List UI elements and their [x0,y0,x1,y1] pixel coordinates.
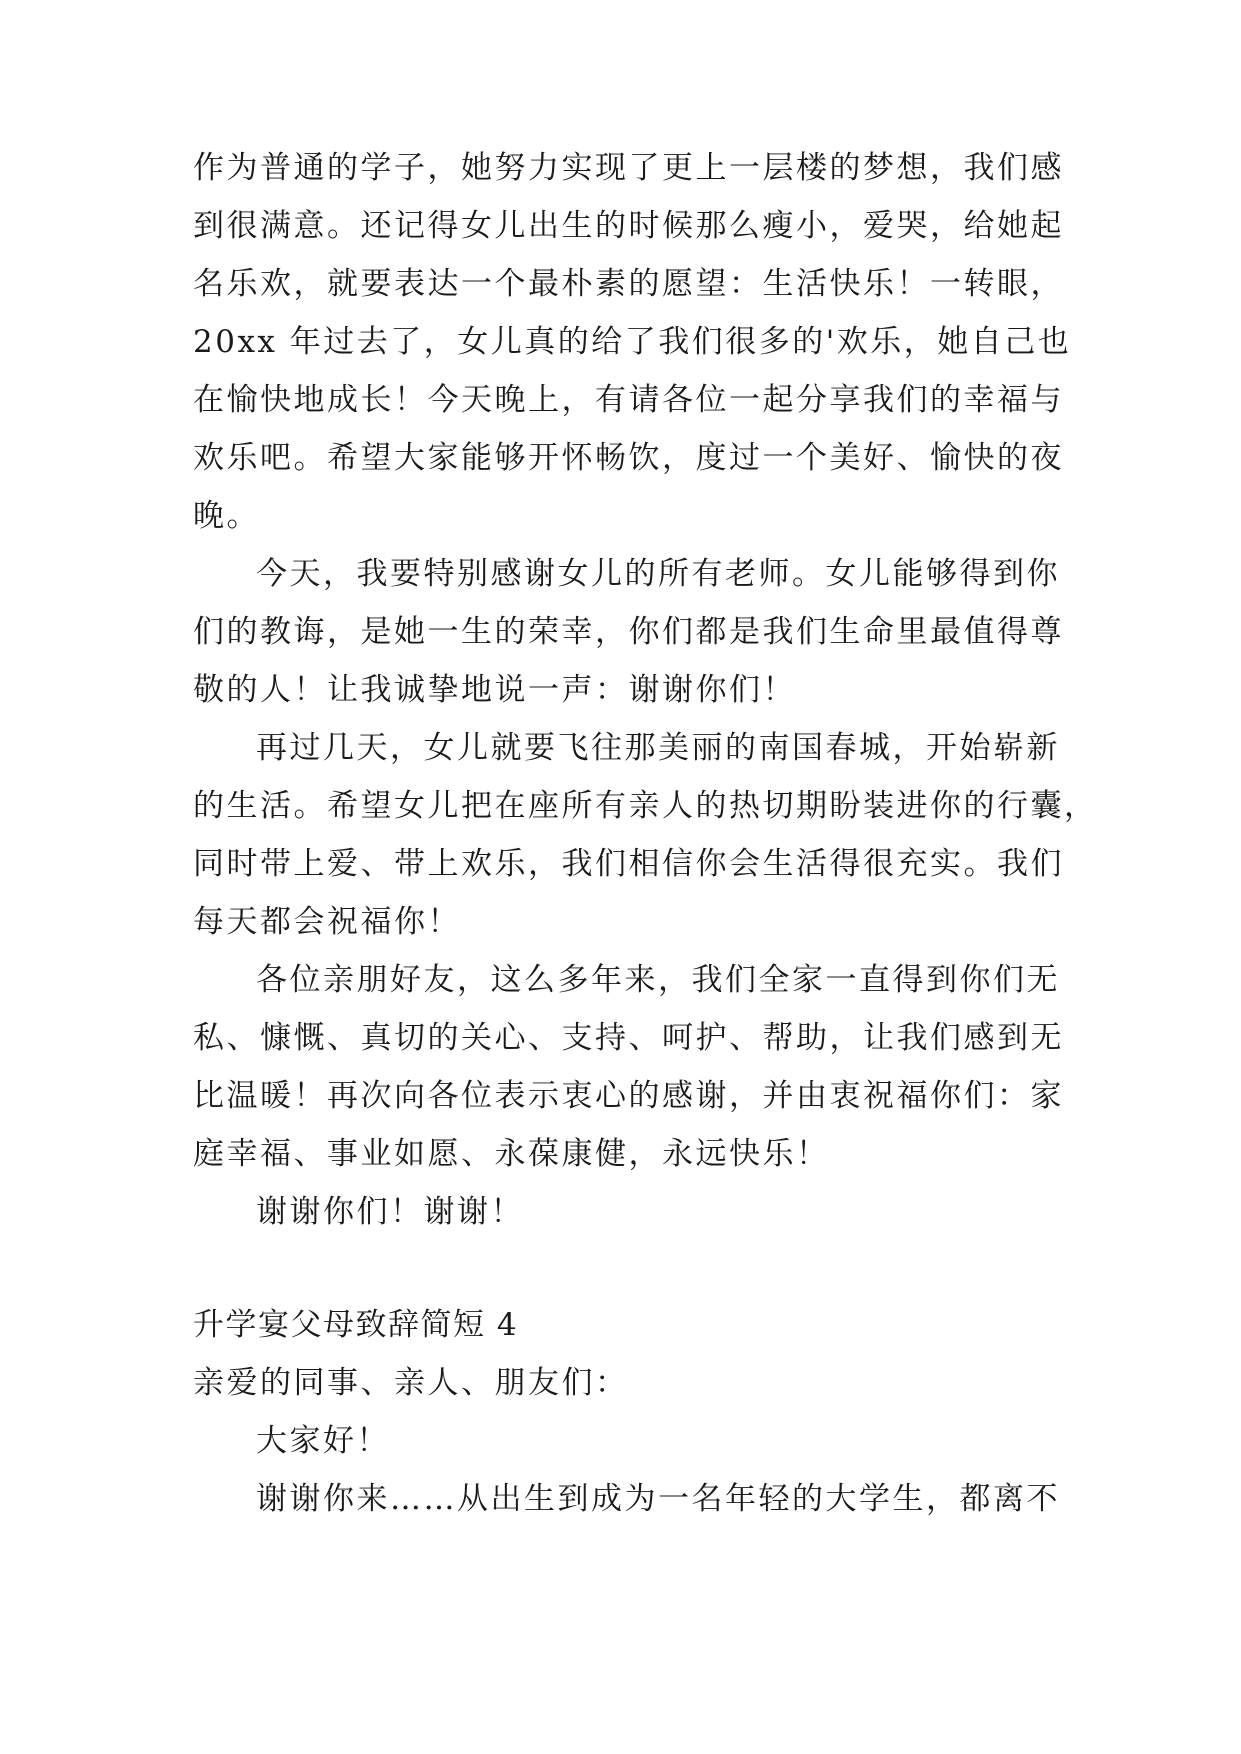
paragraph-line: 在愉快地成长！今天晚上，有请各位一起分享我们的幸福与 [193,382,1064,418]
paragraph-line: 到很满意。还记得女儿出生的时候那么瘦小，爱哭，给她起 [193,208,1064,244]
paragraph-line: 名乐欢，就要表达一个最朴素的愿望：生活快乐！一转眼， [193,266,1064,302]
paragraph-line: 们的教诲，是她一生的荣幸，你们都是我们生命里最值得尊 [193,614,1064,650]
paragraph-line: 同时带上爱、带上欢乐，我们相信你会生活得很充实。我们 [193,846,1064,882]
paragraph-line: 每天都会祝福你！ [193,904,461,940]
paragraph-line: 再过几天，女儿就要飞往那美丽的南国春城，开始崭新 [256,730,1060,766]
greeting: 大家好！ [256,1423,390,1459]
paragraph-line: 作为普通的学子，她努力实现了更上一层楼的梦想，我们感 [193,150,1064,186]
paragraph-line: 敬的人！让我诚挚地说一声：谢谢你们！ [193,672,796,708]
paragraph-line: 私、慷慨、真切的关心、支持、呵护、帮助，让我们感到无 [193,1020,1064,1056]
paragraph-line: 谢谢你们！谢谢！ [256,1194,524,1230]
section-heading: 升学宴父母致辞简短 4 [193,1307,519,1343]
paragraph-line: 今天，我要特别感谢女儿的所有老师。女儿能够得到你 [256,556,1060,592]
paragraph-line: 比温暖！再次向各位表示衷心的感谢，并由衷祝福你们：家 [193,1078,1064,1114]
paragraph-line: 谢谢你来……从出生到成为一名年轻的大学生，都离不 [256,1481,1060,1517]
paragraph-line: 庭幸福、事业如愿、永葆康健，永远快乐！ [193,1136,830,1172]
paragraph-line: 20xx 年过去了，女儿真的给了我们很多的'欢乐，她自己也 [193,324,1072,360]
paragraph-line: 的生活。希望女儿把在座所有亲人的热切期盼装进你的行囊， [193,788,1098,824]
salutation: 亲爱的同事、亲人、朋友们： [193,1365,629,1401]
paragraph-line: 各位亲朋好友，这么多年来，我们全家一直得到你们无 [256,962,1060,998]
paragraph-line: 晚。 [193,498,260,534]
paragraph-line: 欢乐吧。希望大家能够开怀畅饮，度过一个美好、愉快的夜 [193,440,1064,476]
